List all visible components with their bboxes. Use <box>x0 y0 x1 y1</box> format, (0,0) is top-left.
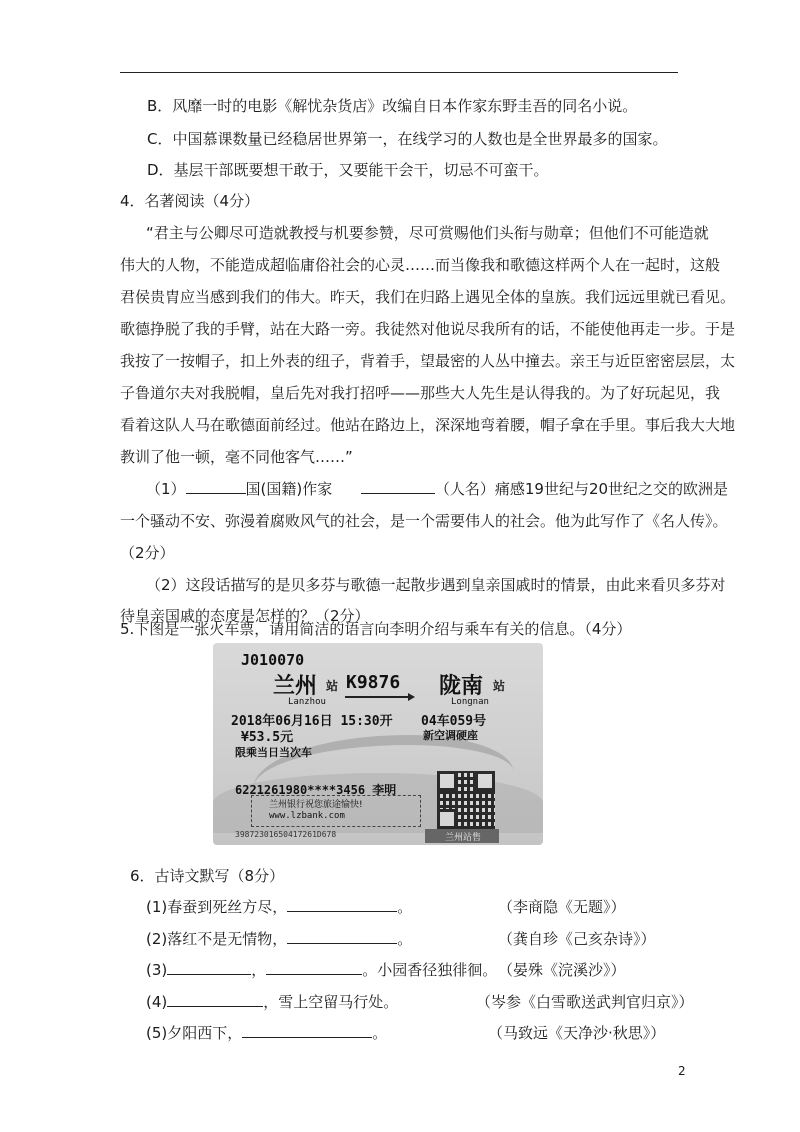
ticket-ad-text: 兰州银行祝您旅途愉快! <box>269 800 363 810</box>
option-c: C．中国慕课数量已经稳居世界第一，在线学习的人数也是全世界最多的国家。 <box>147 130 668 148</box>
ticket-train-number: K9876 <box>346 672 401 693</box>
ticket-station-label: 站 <box>326 679 339 693</box>
poem-line-4 <box>146 992 398 1012</box>
ticket-from-pinyin: Lanzhou <box>288 697 326 707</box>
poem-line-text: (1)春蚕到死丝方尽， <box>146 898 288 916</box>
poem-line-text: 。 <box>397 930 413 948</box>
passage-line: 看着这队人马在歌德面前经过。他站在路边上，深深地弯着腰，帽子拿在手里。事后我大大地 <box>120 416 736 434</box>
ticket-station-label: 站 <box>493 679 506 693</box>
option-d: D．基层干部既要想干敢于，又要能干会干，切忌不可蛮干。 <box>147 161 549 179</box>
poem-line-text: 。 <box>397 898 413 916</box>
poem-line-2 <box>146 929 412 949</box>
poem-source: （马致远《天净沙·秋思》） <box>488 1024 666 1042</box>
answer-blank[interactable] <box>242 1023 372 1038</box>
ticket-seat-class: 新空调硬座 <box>423 729 478 742</box>
q4-sub2-line2: 待皇亲国戚的态度是怎样的？（2分） <box>120 607 370 625</box>
answer-blank-country[interactable] <box>186 479 246 494</box>
ticket-datetime: 2018年06月16日 15:30开 <box>231 714 393 729</box>
poem-line-text: ， <box>251 961 267 979</box>
q4-sub1-line2: 一个骚动不安、弥漫着腐败风气的社会，是一个需要伟人的社会。他为此写作了《名人传》。 <box>120 512 728 530</box>
ticket-passenger: 6221261980****3456 李明 <box>235 783 397 797</box>
train-ticket-image <box>213 643 543 845</box>
sub1-mid2: （人名）痛感19世纪与20世纪之交的欧洲是 <box>434 480 729 498</box>
q4-sub2-line1: （2）这段话描写的是贝多芬与歌德一起散步遇到皇亲国戚时的情景，由此来看贝多芬对 <box>146 576 726 594</box>
ticket-code: J010070 <box>241 651 305 669</box>
header-rule <box>120 72 678 73</box>
ticket-ad-url: www.lzbank.com <box>269 811 345 821</box>
passage-line: 教训了他一顿，毫不同他客气……” <box>120 448 353 466</box>
poem-source: （李商隐《无题》） <box>498 898 626 916</box>
ticket-from-station: 兰州 <box>273 674 318 699</box>
poem-source: （晏殊《浣溪沙》） <box>498 961 626 979</box>
sub1-mid1: 国(国籍)作家 <box>245 480 333 498</box>
passage-line: 子鲁道尔夫对我脱帽，皇后先对我打招呼——那些大人先生是认得我的。为了好玩起见，我 <box>120 384 721 402</box>
passage-line: 我按了一按帽子，扣上外表的纽子，背着手，望最密的人丛中撞去。亲王与近臣密密层层，太 <box>120 352 736 370</box>
poem-line-3 <box>146 960 497 980</box>
answer-blank[interactable] <box>167 960 251 975</box>
q4-heading: 4．名著阅读（4分） <box>120 192 260 210</box>
ticket-to-pinyin: Longnan <box>451 697 489 707</box>
ticket-price: ¥53.5元 <box>241 730 294 745</box>
answer-blank[interactable] <box>266 960 362 975</box>
poem-line-text: (3) <box>146 961 168 979</box>
ticket-seat: 04车059号 <box>421 714 487 729</box>
poem-line-text: ，雪上空留马行处。 <box>263 993 399 1011</box>
passage-line: 君侯贵胄应当感到我们的伟大。昨天，我们在归路上遇见全体的皇族。我们远远里就已看见。 <box>120 288 736 306</box>
option-b: B．风靡一时的电影《解忧杂货店》改编自日本作家东野圭吾的同名小说。 <box>147 97 638 115</box>
ticket-validity: 限乘当日当次车 <box>235 746 312 759</box>
q5-heading: 5.下图是一张火车票，请用简洁的语言向李明介绍与乘车有关的信息。（4分） <box>120 620 632 638</box>
passage-line: 伟大的人物，不能造成超临庸俗社会的心灵……而当像我和歌德这样两个人在一起时，这般 <box>120 256 721 274</box>
ticket-station-stamp <box>425 829 499 843</box>
poem-line-text: (5)夕阳西下， <box>146 1024 243 1042</box>
ticket-serial: 39872301650417261D678 <box>235 830 337 839</box>
page-number: 2 <box>678 1064 686 1078</box>
qr-code-icon <box>437 771 495 829</box>
passage-line: “君主与公卿尽可造就教授与机要参赞，尽可赏赐他们头衔与勋章；但他们不可能造就 <box>146 224 709 242</box>
answer-blank[interactable] <box>167 992 263 1007</box>
ticket-to-station: 陇南 <box>439 674 484 699</box>
ticket-station-stamp-text: 兰州站售 <box>445 833 482 843</box>
passage-line: 歌德挣脱了我的手臂，站在大路一旁。我徒然对他说尽我所有的话，不能使他再走一步。于是 <box>120 320 736 338</box>
poem-line-text: (2)落红不是无情物， <box>146 930 288 948</box>
poem-line-1 <box>146 897 412 917</box>
q6-heading: 6．古诗文默写（8分） <box>130 867 285 885</box>
answer-blank[interactable] <box>287 897 397 912</box>
poem-line-text: 。 <box>372 1024 388 1042</box>
q4-sub1-score: （2分） <box>120 544 175 562</box>
q4-sub1-line1 <box>146 479 728 499</box>
arrow-right-icon <box>345 696 413 698</box>
poem-line-text: 。小园香径独徘徊。 <box>362 961 498 979</box>
answer-blank-author[interactable] <box>361 479 435 494</box>
poem-source: （岑参《白雪歌送武判官归京》） <box>476 993 694 1011</box>
poem-line-text: (4) <box>146 993 168 1011</box>
answer-blank[interactable] <box>287 929 397 944</box>
poem-source: （龚自珍《己亥杂诗》） <box>498 930 656 948</box>
sub1-prefix: （1） <box>146 480 186 498</box>
poem-line-5 <box>146 1023 387 1043</box>
